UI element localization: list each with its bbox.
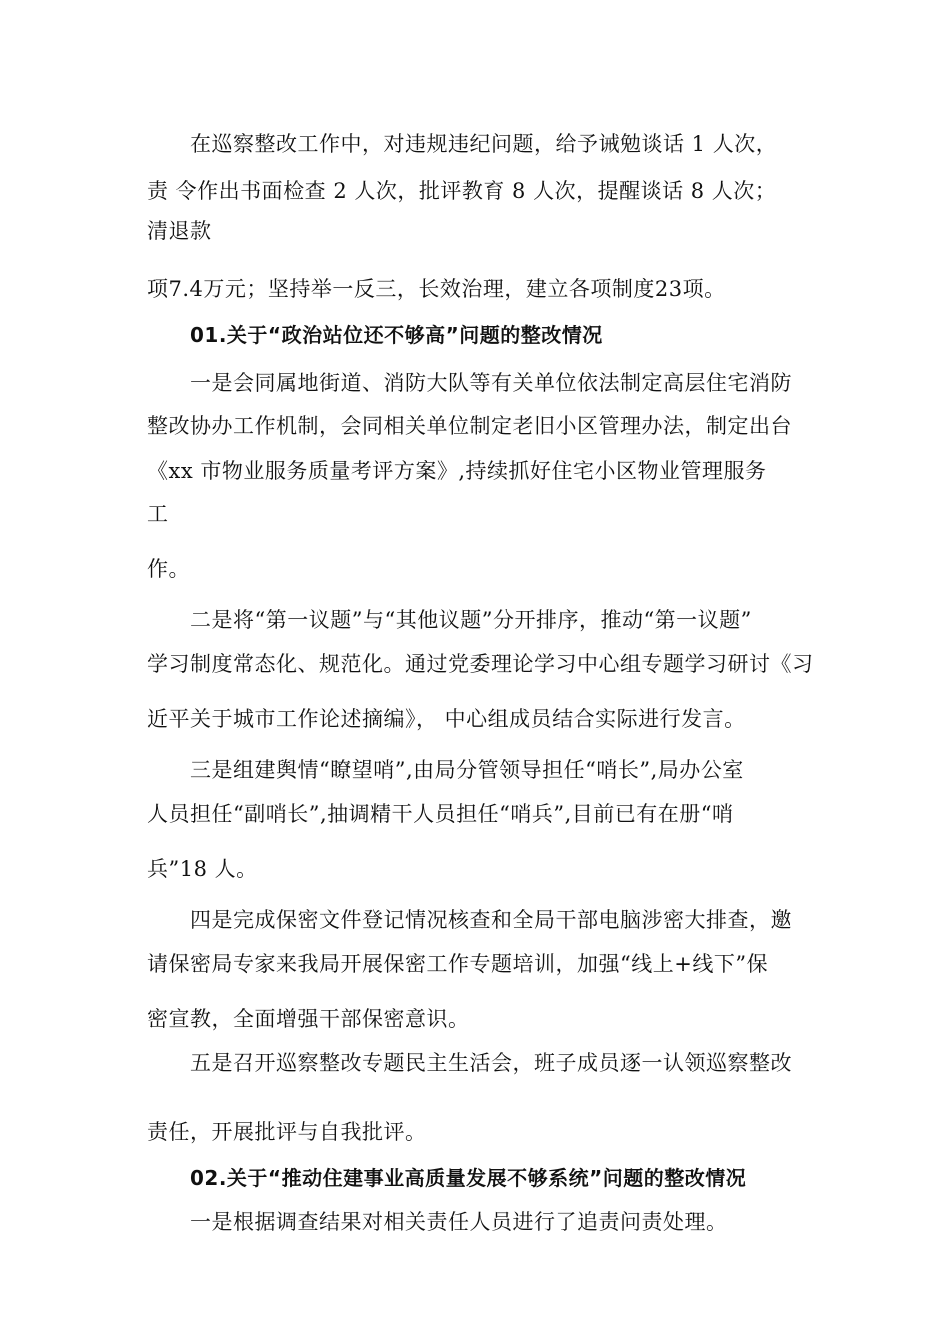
paragraph-line: 学习制度常态化、规范化。通过党委理论学习中心组专题学习研讨《习 bbox=[147, 652, 814, 676]
paragraph-line: 清退款 bbox=[147, 219, 212, 243]
section-heading: 02.关于“推动住建事业高质量发展不够系统”问题的整改情况 bbox=[190, 1166, 747, 1190]
paragraph-line: 一是根据调查结果对相关责任人员进行了追责问责处理。 bbox=[190, 1210, 728, 1234]
paragraph-line: 二是将“第一议题”与“其他议题”分开排序，推动“第一议题” bbox=[190, 608, 752, 632]
paragraph-line: 在巡察整改工作中，对违规违纪问题，给予诫勉谈话 1 人次， bbox=[190, 132, 778, 156]
paragraph-line: 人员担任“副哨长”,抽调精干人员担任“哨兵”,目前已有在册“哨 bbox=[147, 802, 734, 826]
paragraph-line: 密宣教，全面增强干部保密意识。 bbox=[147, 1007, 470, 1031]
paragraph-line: 整改协办工作机制，会同相关单位制定老旧小区管理办法，制定出台 bbox=[147, 414, 792, 438]
paragraph-line: 作。 bbox=[147, 557, 190, 581]
paragraph-line: 兵”18 人。 bbox=[147, 857, 258, 881]
paragraph-line: 近平关于城市工作论述摘编》， 中心组成员结合实际进行发言。 bbox=[147, 707, 746, 731]
section-heading: 01.关于“政治站位还不够高”问题的整改情况 bbox=[190, 323, 603, 347]
paragraph-line: 请保密局专家来我局开展保密工作专题培训，加强“线上+线下”保 bbox=[147, 952, 769, 976]
paragraph-line: 四是完成保密文件登记情况核查和全局干部电脑涉密大排查，邀 bbox=[190, 908, 792, 932]
paragraph-line: 一是会同属地街道、消防大队等有关单位依法制定高层住宅消防 bbox=[190, 371, 792, 395]
paragraph-line: 工 bbox=[147, 502, 169, 526]
paragraph-line: 五是召开巡察整改专题民主生活会，班子成员逐一认领巡察整改 bbox=[190, 1051, 792, 1075]
paragraph-line: 项7.4万元；坚持举一反三，长效治理，建立各项制度23项。 bbox=[147, 277, 726, 301]
paragraph-line: 三是组建舆情“瞭望哨”,由局分管领导担任“哨长”,局办公室 bbox=[190, 758, 744, 782]
paragraph-line: 《xx 市物业服务质量考评方案》,持续抓好住宅小区物业管理服务 bbox=[147, 459, 767, 483]
paragraph-line: 责 令作出书面检查 2 人次，批评教育 8 人次，提醒谈话 8 人次； bbox=[147, 179, 777, 203]
paragraph-line: 责任，开展批评与自我批评。 bbox=[147, 1120, 427, 1144]
